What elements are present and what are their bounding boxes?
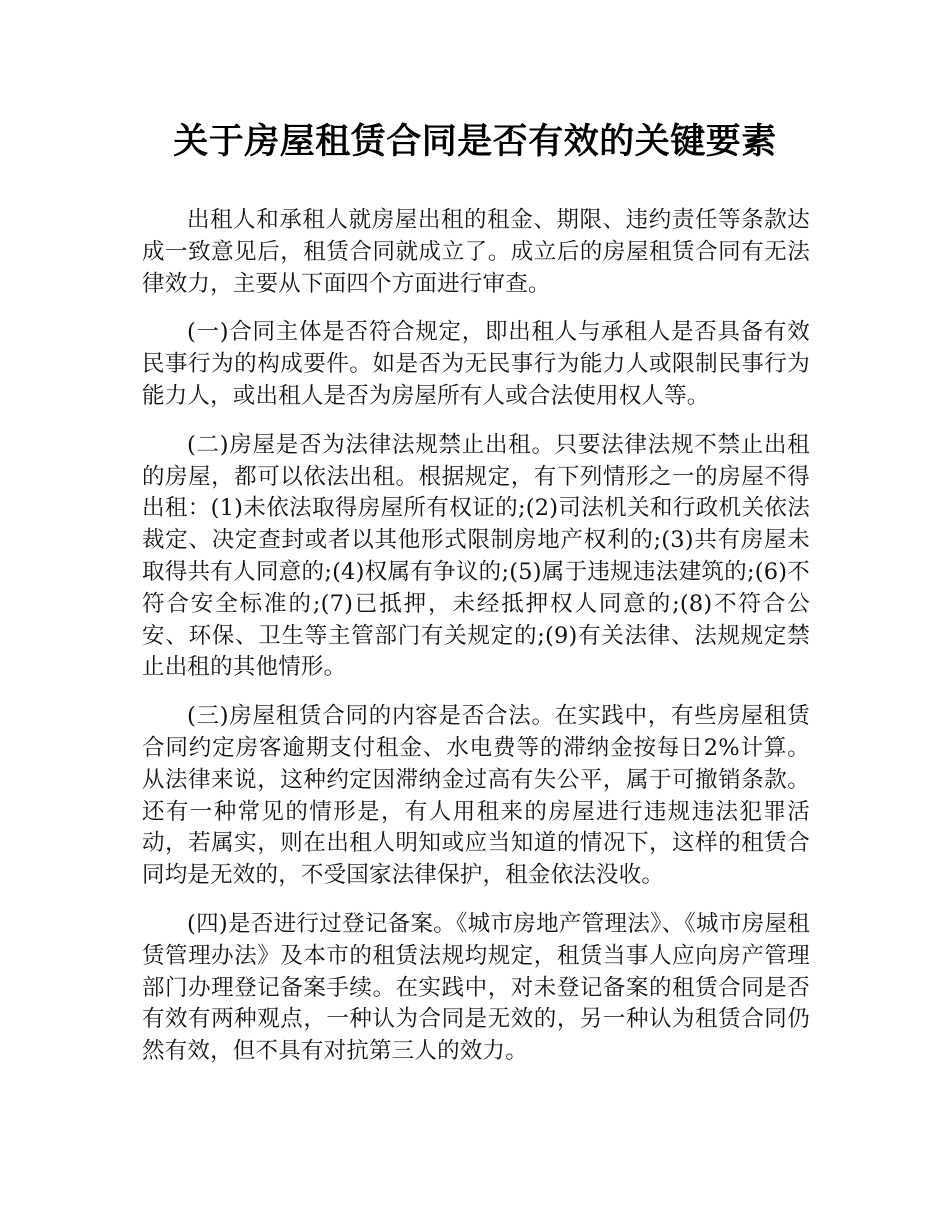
paragraph-section-4: (四)是否进行过登记备案。《城市房地产管理法》、《城市房屋租赁管理办法》及本市的租赁法规均规定，租赁当事人应向房产管理部门办理登记备案手续。在实践中，对未登记备案的租赁合同是否有效有两种观点，一种认为合同是无效的，另一种认为租赁合同仍然有效，但不具有对抗第三人的效力。 — [142, 910, 810, 1065]
document-body — [142, 205, 810, 1085]
paragraph-section-3: (三)房屋租赁合同的内容是否合法。在实践中，有些房屋租赁合同约定房客逾期支付租金、水电费等的滞纳金按每日2%计算。从法律来说，这种约定因滞纳金过高有失公平，属于可撤销条款。还有一种常见的情形是，有人用租来的房屋进行违规违法犯罪活动，若属实，则在出租人明知或应当知道的情况下，这样的租赁合同均是无效的，不受国家法律保护，租金依法没收。 — [142, 703, 810, 889]
document-title: 关于房屋租赁合同是否有效的关键要素 — [173, 122, 777, 162]
paragraph-section-1: (一)合同主体是否符合规定，即出租人与承租人是否具备有效民事行为的构成要件。如是否为无民事行为能力人或限制民事行为能力人，或出租人是否为房屋所有人或合法使用权人等。 — [142, 319, 810, 409]
paragraph-section-2: (二)房屋是否为法律法规禁止出租。只要法律法规不禁止出租的房屋，都可以依法出租。根据规定，有下列情形之一的房屋不得出租：(1)未依法取得房屋所有权证的;(2)司法机关和行政机关依法裁定、决定查封或者以其他形式限制房地产权利的;(3)共有房屋未取得共有人同意的;(4)权属有争议的;(5)属于违规违法建筑的;(6)不符合安全标准的;(7)已抵押，未经抵押权人同意的;(8)不符合公安、环保、卫生等主管部门有关规定的;(9)有关法律、法规规定禁止出租的其他情形。 — [142, 431, 810, 681]
paragraph-intro: 出租人和承租人就房屋出租的租金、期限、违约责任等条款达成一致意见后，租赁合同就成立了。成立后的房屋租赁合同有无法律效力，主要从下面四个方面进行审查。 — [142, 207, 810, 297]
